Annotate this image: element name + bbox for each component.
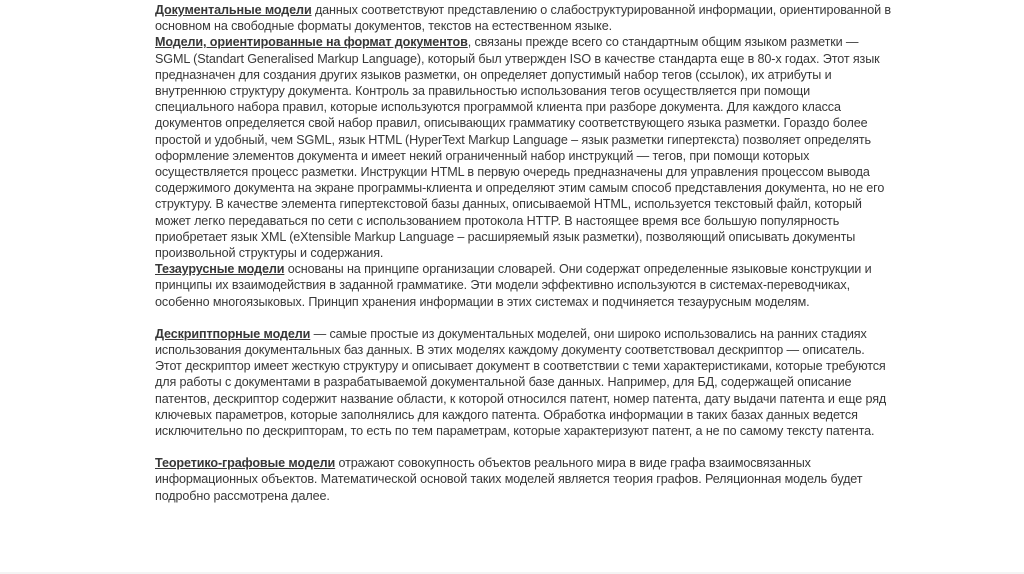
paragraph-body: основаны на принципе организации словарей. Они содержат определенные языковые конструкции и принципы их взаимодействия в заданной грамматике. Эти модели эффективно используются в системах-переводчиках, особенно многоязыковых. Принцип хранения информации в этих системах и подчиняется тезаурусным моделям. <box>155 262 872 309</box>
paragraph-lead: Теоретико-графовые модели <box>155 456 336 471</box>
paragraph-body: данных соответствуют представлению о слабоструктурированной информации, ориентированной в основном на свободные форматы документов, текстов на естественном языке. <box>155 3 891 34</box>
paragraph-body: отражают совокупность объектов реального мира в виде графа взаимосвязанных информационных объектов. Математической основой таких моделей является теория графов. Реляционная модель будет подробно рассмотрена далее. <box>155 456 863 503</box>
paragraph-format-oriented-models <box>155 34 892 261</box>
paragraph-lead: Документальные модели <box>155 3 312 17</box>
paragraph-lead: Модели, ориентированные на формат документов <box>155 35 468 50</box>
paragraph-documentary-models <box>155 2 892 34</box>
paragraph-descriptor-models <box>155 326 892 439</box>
paragraph-lead: Дескриптпорные модели <box>155 326 311 341</box>
paragraph-lead: Тезаурусные модели <box>155 262 285 277</box>
paragraph-graph-models <box>155 455 892 504</box>
document-page <box>155 2 892 504</box>
paragraph-thesaurus-models <box>155 261 892 310</box>
paragraph-body: , связаны прежде всего со стандартным общим языком разметки — SGML (Standart Generalised Markup Language), который был утвержден ISO в качестве стандарта еще в 80-х годах. Этот язык предназначен для создания других языков разметки, он определяет допустимый набор тегов (ссылок), их атрибуты и внутреннюю структуру документа. Контроль за правильностью использования тегов осуществляется при помощи специального набора правил, которые используются программой клиента при разборе документа. Для каждого класса документов определяется свой набор правил, описывающих грамматику соответствующего языка разметки. Гораздо более простой и удобный, чем SGML, язык HTML (HyperText Markup Language – язык разметки гипертекста) позволяет определять оформление элементов документа и имеет некий ограниченный набор инструкций — тегов, при помощи которых осуществляется процесс разметки. Инструкции HTML в первую очередь предназначены для управления процессом вывода содержимого документа на экране программы-клиента и определяют этим самым способ представления документа, но не его структуру. В качестве элемента гипертекстовой базы данных, описываемой HTML, используется текстовый файл, который может легко передаваться по сети с использованием протокола HTTP. В настоящее время все большую популярность приобретает язык XML (eXtensible Markup Language – расширяемый язык разметки), позволяющий описывать документы произвольной структуры и содержания. <box>155 35 885 261</box>
paragraph-body: — самые простые из документальных моделей, они широко использовались на ранних стадиях использования документальных баз данных. В этих моделях каждому документу соответствовал дескриптор — описатель. Этот дескриптор имеет жесткую структуру и описывает документ в соответствии с теми характеристиками, которые требуются для работы с документами в разрабатываемой документальной базе данных. Например, для БД, содержащей описание патентов, дескриптор содержит название области, к которой относился патент, номер патента, дату выдачи патента и еще ряд ключевых параметров, которые заполнялись для каждого патента. Обработка информации в таких базах данных ведется исключительно по дескрипторам, то есть по тем параметрам, которые характеризуют патент, а не по самому тексту патента. <box>155 326 887 439</box>
